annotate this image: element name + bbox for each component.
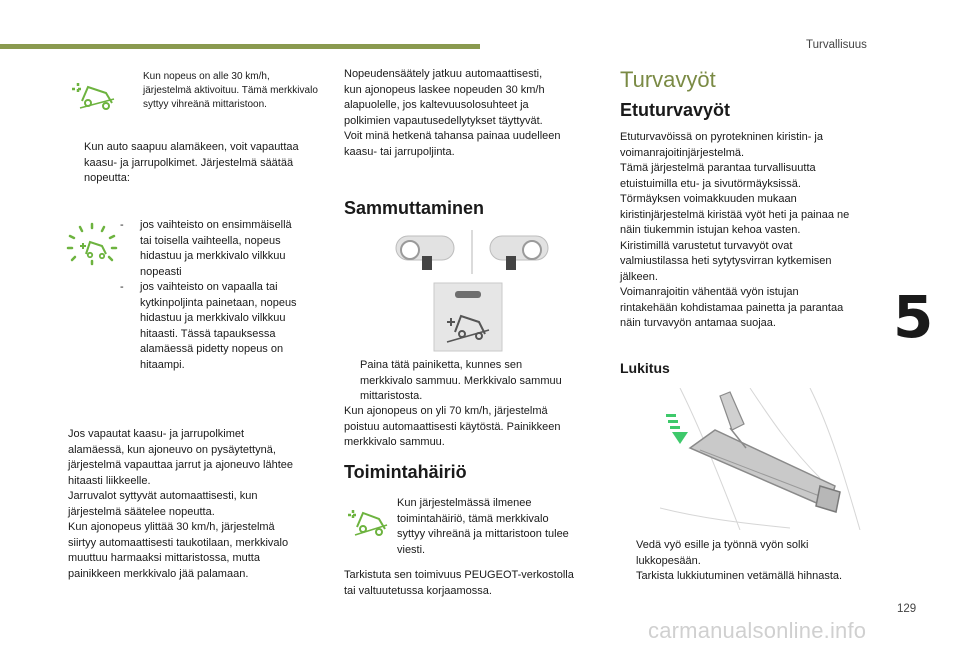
dash-item: - jos vaihteisto on ensimmäisellä tai toisella vaihteella, nopeus hidastuu ja merkkivalo vilkkuu nopeasti	[120, 219, 292, 278]
chapter-number: 5	[893, 283, 934, 351]
shutdown-heading: Sammuttaminen	[344, 198, 485, 218]
fault-text: Kun järjestelmässä ilmenee toimintahäiriö, tämä merkkivalo syttyy vihreänä ja mittaristoon tulee viesti.	[397, 497, 569, 556]
steering-wheel-illustration	[392, 230, 552, 276]
press-note: Paina tätä painiketta, kunnes sen merkkivalo sammuu. Merkkivalo sammuu mittaristosta.	[360, 359, 562, 402]
page-number: 129	[897, 603, 917, 615]
dash-list	[120, 218, 340, 373]
middle-intro: Nopeudensäätely jatkuu automaattisesti, kun ajonopeus laskee nopeuden 30 km/h alapuolelle, jos kaltevuusolosuhteet ja polkimien vapautusedellytykset täyttyvät. Voit minä hetkenä tahansa painaa uudelleen kaasu- tai jarrupoljinta.	[344, 68, 561, 158]
seatbelt-title: Turvavyöt	[620, 67, 716, 92]
dash-item: - jos vaihteisto on vapaalla tai kytkinpoljinta painetaan, nopeus hidastuu ja merkkivalo vilkkuu hitaasti. Tässä tapauksessa alamäessä pidetty nopeus on hitaampi.	[120, 281, 297, 371]
check-text: Tarkistuta sen toimivuus PEUGEOT-verkostolla tai valtuutetussa korjaamossa.	[344, 569, 574, 597]
downhill-intro: Kun auto saapuu alamäkeen, voit vapauttaa kaasu- ja jarrupolkimet. Järjestelmä säätää nopeutta:	[84, 141, 299, 184]
lock-heading: Lukitus	[620, 360, 670, 376]
fault-heading: Toimintahäiriö	[344, 462, 467, 482]
shutdown-button-illustration	[433, 282, 503, 352]
front-seatbelt-heading: Etuturvavyöt	[620, 100, 731, 120]
release-paragraph: Jos vapautat kaasu- ja jarrupolkimet alamäessä, kun ajoneuvo on pysäytettynä, järjestelmä vapauttaa jarrut ja ajoneuvo lähtee hitaasti liikkeelle. Jarruvalot syttyvät automaattisesti, kun järjestelmä säätelee nopeutta. Kun ajonopeus ylittää 30 km/h, järjestelmä siirtyy automaattisesti taukotilaan, merkkivalo muuttuu harmaaksi mittaristossa, mutta painikkeen merkkivalo jää palamaan.	[68, 428, 294, 580]
speed-note: Kun nopeus on alle 30 km/h, järjestelmä aktivoituu. Tämä merkkivalo syttyy vihreänä mittaristoon.	[143, 71, 318, 110]
list-item: Tarkista lukkiutuminen vetämällä hihnasta.	[636, 570, 843, 582]
watermark: carmanualsonline.info	[648, 618, 867, 643]
car-downhill-indicator-icon	[66, 75, 118, 111]
blinking-indicator-icon	[66, 222, 118, 266]
header-accent-bar	[0, 44, 480, 49]
seatbelt-buckle-illustration	[660, 388, 865, 530]
section-label: Turvallisuus	[806, 39, 867, 51]
list-item: Vedä vyö esille ja työnnä vyön solki lukkopesään.	[636, 539, 809, 567]
over70-paragraph: Kun ajonopeus on yli 70 km/h, järjestelmä poistuu automaattisesti käytöstä. Painikkeen merkkivalo sammuu.	[344, 405, 561, 448]
lock-steps	[620, 538, 890, 585]
fault-indicator-icon	[345, 503, 391, 537]
seatbelt-paragraph: Etuturvavöissä on pyrotekninen kiristin- ja voimanrajoitinjärjestelmä. Tämä järjestelmä parantaa turvallisuutta etuistuimilla etu- ja sivutörmäyksissä. Törmäyksen voimakkuuden mukaan kiristinjärjestelmä kiristää vyöt heti ja painaa ne näin tiukemmin istujan kehoa vasten. Kiristimillä varustetut turvavyöt ovat valmiustilassa heti sytytysvirran kytkemisen jälkeen. Voimanrajoitin vähentää vyön istujan rintakehään kohdistamaa painetta ja parantaa näin turvavyön antamaa suojaa.	[620, 131, 850, 329]
